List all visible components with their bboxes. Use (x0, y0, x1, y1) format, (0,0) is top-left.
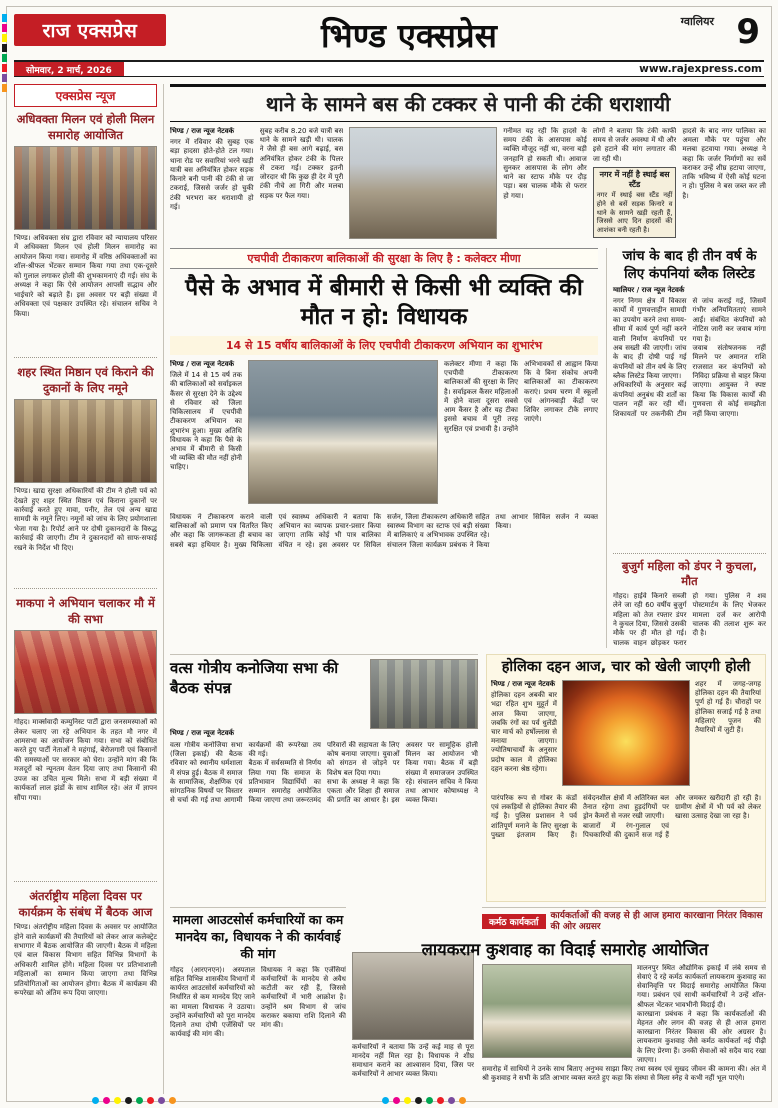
article-body: लोगों ने बताया कि टंकी काफी समय से जर्जर अवस्था में थी और इसे हटाने की मांग लगातार की जा रही थी। (592, 127, 677, 163)
article-body (170, 741, 478, 897)
article-body-continued: विधायक ने टीकाकरण कराने वाली बालिकाओं को प्रमाण पत्र वितरित किए और कहा कि जागरूकता ही बचाव का सबसे बड़ा हथियार है। मुख्य चिकित्सा एवं स्वास्थ्य अधिकारी ने बताया कि अभियान का व्यापक प्रचार-प्रसार किया जाएगा ताकि कोई भी पात्र बालिका वंचित न रहे। इस अवसर पर सिविल सर्जन, जिला टीकाकरण अधिकारी सहित स्वास्थ्य विभाग का स्टाफ एवं बड़ी संख्या में बालिकाएं व अभिभावक उपस्थित रहे। संचालन जिला कार्यक्रम प्रबंधक ने किया तथा आभार सिविल सर्जन ने व्यक्त किया। (170, 512, 598, 549)
article-headline: लायकराम कुशवाह का विदाई समारोह आयोजित (421, 939, 709, 959)
registration-color-dot (2, 84, 7, 92)
registration-marks-top-left (2, 14, 7, 94)
paragraph: नगर निगम क्षेत्र में विकास कार्यों में गुणवत्ताहीन सामग्री का उपयोग करने तथा समय-सीमा में कार्य पूर्ण नहीं करने वाली निर्माण कंपनियों पर अब सख्ती की जाएगी। जांच के बाद ही दोषी पाई गई कंपनियों को तीन वर्ष के लिए ब्लैक लिस्टेड किया जाएगा। (613, 297, 687, 381)
date-bar (14, 60, 764, 77)
highlight-box-text: नगर में स्थाई बस स्टैंड नहीं होने से बसें सड़क किनारे व थाने के सामने खड़ी रहती हैं, जिससे आए दिन हादसों की आशंका बनी रहती है। (596, 190, 673, 235)
registration-color-dot (459, 1097, 466, 1104)
edition-title: भिण्ड एक्सप्रेस (321, 16, 497, 55)
article-header (170, 659, 478, 729)
article-outsource-workers (170, 907, 346, 1098)
article-companies-blacklisted (613, 248, 766, 545)
registration-color-dot (2, 74, 7, 82)
advocates-gathering-photo (14, 146, 157, 230)
registration-color-dot (404, 1097, 411, 1104)
article-body (613, 297, 766, 545)
registration-color-dot (437, 1097, 444, 1104)
text-column: कलेक्टर मीणा ने कहा कि एचपीवी टीकाकरण बालिकाओं की सुरक्षा के लिए है। सर्वाइकल कैंसर महिलाओं में होने वाला दूसरा सबसे आम कैंसर है और यह टीका इससे बचाव में पूरी तरह सुरक्षित एवं प्रभावी है। उन्होंने अभिभावकों से आह्वान किया कि वे बिना संकोच अपनी बालिकाओं का टीकाकरण कराएं। प्रथम चरण में स्कूलों एवं आंगनबाड़ी केंद्रों पर शिविर लगाकर टीके लगाए जाएंगे। (444, 359, 598, 433)
kicker-collector-quote: एचपीवी टीकाकरण बालिकाओं की सुरक्षा के लिए है : कलेक्टर मीणा (170, 248, 598, 269)
text-column: सुबह करीब 8.20 बजे यात्री बस थाने के सामने खड़ी थी। चालक ने जैसे ही बस आगे बढ़ाई, बस अनियंत्रित होकर टंकी के पिलर से टकरा गई। टक्कर इतनी जोरदार थी कि कुछ ही देर में पूरी टंकी नीचे आ गिरी और मलबा सड़क पर फैल गया। (259, 127, 344, 200)
text-column: गनीमत यह रही कि हादसे के समय टंकी के आसपास कोई व्यक्ति मौजूद नहीं था, वरना बड़ी जनहानि हो सकती थी। आवाज सुनकर आसपास के लोग और थाने का स्टाफ मौके पर दौड़ पड़ा। बस चालक मौके से फरार हो गया। (503, 127, 587, 200)
registration-color-dot (125, 1097, 132, 1104)
paragraph: बैठक में सर्वसम्मति से निर्णय लिया गया कि समाज के प्रतिभावान विद्यार्थियों का सम्मान समारोह आयोजित किया जाएगा तथा जरूरतमंद परिवारों की सहायता के लिए कोष बनाया जाएगा। युवाओं को संगठन से जोड़ने पर विशेष बल दिया गया। (248, 741, 400, 805)
highlight-box-no-bus-stand (593, 167, 677, 238)
hpv-subheadline: 14 से 15 वर्षीय बालिकाओं के लिए एचपीवी टीकाकरण अभियान का शुभारंभ (170, 336, 598, 355)
kicker-text: कार्यकर्ताओं की वजह से ही आज हमारा कारखाना निरंतर विकास की ओर अग्रसर (550, 911, 763, 932)
paragraph: अधिकारियों के अनुसार कई कंपनियां अनुबंध की शर्तों का पालन नहीं कर रही थीं। शिकायतों पर तकनीकी टीम से जांच कराई गई, जिसमें गंभीर अनियमितताएं सामने आईं। संबंधित कंपनियों को नोटिस जारी कर जवाब मांगा गया है। (613, 297, 766, 418)
registration-color-dot (2, 14, 7, 22)
kicker-label: कर्मठ कार्यकर्ता (482, 914, 546, 929)
article-farewell-ceremony (421, 907, 766, 1098)
text-column (491, 680, 557, 790)
article-body: भिण्ड। अधिवक्ता संघ द्वारा रविवार को न्यायालय परिसर में अधिवक्ता मिलन एवं होली मिलन समारोह का आयोजन किया गया। समारोह में वरिष्ठ अधिवक्ताओं का शॉल-श्रीफल भेंटकर सम्मान किया गया तथा एक-दूसरे को गुलाल लगाकर होली की शुभकामनाएं दी गईं। संघ के अध्यक्ष ने कहा कि ऐसे आयोजन आपसी सद्भाव और भाईचारे को बढ़ाते हैं। इस अवसर पर बड़ी संख्या में अधिवक्ता एवं पक्षकार उपस्थित रहे। संचालन सचिव ने किया। (14, 234, 157, 318)
paragraph: विधायक ने कहा कि एजेंसियां कर्मचारियों के मानदेय से अवैध कटौती कर रही हैं, जिससे कर्मचारियों में भारी आक्रोश है। उन्होंने श्रम विभाग से जांच कराकर बकाया राशि दिलाने की मांग की। (261, 965, 346, 1030)
registration-color-dot (114, 1097, 121, 1104)
registration-color-dot (92, 1097, 99, 1104)
brand-logo: राज एक्सप्रेस (14, 14, 166, 46)
article-headline: अधिवक्ता मिलन एवं होली मिलन समारोह आयोजित (16, 112, 155, 142)
article-body: नगर में रविवार की सुबह एक बड़ा हादसा होते-होते टल गया। थाना रोड पर सवारियां भरने खड़ी यात्री बस अनियंत्रित होकर सड़क किनारे बनी पानी की टंकी से जा टकराई, जिससे जर्जर हो चुकी टंकी भरभरा कर धराशायी हो गई। (170, 138, 254, 211)
registration-color-dot (2, 24, 7, 32)
article-food-samples (14, 365, 157, 589)
article-headline: अंतर्राष्ट्रीय महिला दिवस पर कार्यक्रम के संबंध में बैठक आज (18, 889, 153, 919)
food-inspection-photo (14, 399, 157, 483)
date-line: सोमवार, 2 मार्च, 2026 (14, 62, 124, 76)
paragraph: कारखाना प्रबंधक ने कहा कि कार्यकर्ताओं की मेहनत और लगन की वजह से ही आज हमारा कारखाना निरंतर विकास की ओर अग्रसर है। लायकराम कुशवाह जैसे कर्मठ कार्यकर्ता नई पीढ़ी के लिए प्रेरणा हैं। उनकी सेवाओं को सदैव याद रखा जाएगा। (637, 1009, 766, 1064)
paragraph: सभा के अध्यक्ष ने कहा कि एकता और शिक्षा ही समाज की प्रगति का आधार है। इस अवसर पर सामूहिक होली मिलन का आयोजन भी किया गया। बैठक में बड़ी संख्या में समाजजन उपस्थित रहे। संचालन सचिव ने किया तथा आभार कोषाध्यक्ष ने व्यक्त किया। (327, 741, 478, 805)
paragraph: गोहद (आरएनएन)। अस्पताल सहित विभिन्न शासकीय विभागों में कार्यरत आउटसोर्स कर्मचारियों को निर्धारित से कम मानदेय दिए जाने का मामला विधायक ने उठाया। उन्होंने कर्मचारियों को पूरा मानदेय दिलाने तथा दोषी एजेंसियों पर कार्यवाई की मांग की। (170, 965, 255, 1039)
article-hpv-vaccination (170, 248, 598, 616)
article-body (170, 966, 346, 1094)
byline: भिण्ड / राज न्यूज नेटवर्क (170, 359, 234, 368)
registration-color-dot (136, 1097, 143, 1104)
registration-color-dot (147, 1097, 154, 1104)
article-headline: जांच के बाद ही तीन वर्ष के लिए कंपनियां ब्लैक लिस्टेड (622, 248, 757, 282)
right-news-column (606, 248, 766, 648)
registration-color-dot (426, 1097, 433, 1104)
registration-color-dot (158, 1097, 165, 1104)
article-body: जिले में 14 से 15 वर्ष तक की बालिकाओं को सर्वाइकल कैंसर से सुरक्षा देने के उद्देश्य से रविवार को जिला चिकित्सालय में एचपीवी टीकाकरण अभियान का शुभारंभ हुआ। मुख्य अतिथि विधायक ने कहा कि पैसे के अभाव में बीमारी से किसी भी व्यक्ति की मौत नहीं होनी चाहिए। (170, 371, 242, 472)
registration-color-dot (393, 1097, 400, 1104)
article-body: होलिका दहन अबकी बार भद्रा रहित शुभ मुहूर्त में आज किया जाएगा, जबकि रंगों का पर्व धुलेंडी चार मार्च को हर्षोल्लास से मनाया जाएगा। ज्योतिषाचार्यों के अनुसार प्रदोष काल में होलिका दहन करना श्रेष्ठ रहेगा। (491, 691, 557, 773)
article-columns (170, 127, 766, 243)
paragraph: मालनपुर स्थित औद्योगिक इकाई में लंबे समय से सेवाएं दे रहे कर्मठ कार्यकर्ता लायकराम कुशवाह का सेवानिवृत्ति पर विदाई समारोह आयोजित किया गया। प्रबंधन एवं साथी कर्मचारियों ने उन्हें शॉल-श्रीफल भेंटकर भावभीनी विदाई दी। (637, 963, 766, 1009)
text-column (593, 127, 677, 243)
registration-marks-bottom-center (382, 1097, 466, 1105)
main-content (170, 84, 766, 1098)
page-number: 9 (736, 12, 760, 52)
registration-color-dot (415, 1097, 422, 1104)
hpv-launch-event-photo (248, 360, 438, 504)
byline: ग्वालियर / राज न्यूज नेटवर्क (613, 286, 685, 295)
registration-color-dot (2, 64, 7, 72)
article-headline: बुजुर्ग महिला को डंपर ने कुचला, मौत (621, 559, 758, 589)
byline: भिण्ड / राज न्यूज नेटवर्क (170, 729, 234, 737)
registration-color-dot (2, 44, 7, 52)
mla-photo-block (352, 952, 474, 1093)
paragraph: वत्स गोत्रीय कनोजिया सभा (जिला इकाई) की बैठक रविवार को स्थानीय धर्मशाला में संपन्न हुई। बैठक में समाज के सामाजिक, शैक्षणिक एवं सांगठनिक विषयों पर विस्तार से चर्चा की गई तथा आगामी कार्यक्रमों की रूपरेखा तय की गई। (170, 741, 321, 805)
registration-color-dot (169, 1097, 176, 1104)
section-label-express-news: एक्सप्रेस न्यूज (14, 84, 157, 107)
hpv-headline: पैसे के अभाव में बीमारी से किसी भी व्यक्ति की मौत न हो: विधायक (185, 275, 583, 331)
article-advocates-holi-milan (14, 112, 157, 358)
article-body: भिण्ड। अंतर्राष्ट्रीय महिला दिवस के अवसर पर आयोजित होने वाले कार्यक्रमों की तैयारियों को लेकर आज कलेक्ट्रेट सभागार में बैठक आयोजित की जाएगी। बैठक में महिला एवं बाल विकास विभाग सहित विभिन्न विभागों के अधिकारी शामिल होंगे। महिला दिवस पर प्रतिभाशाली महिलाओं का सम्मान किया जाएगा तथा विभिन्न प्रतियोगिताओं का आयोजन होगा। बैठक में कार्यक्रम की रूपरेखा को अंतिम रूप दिया जाएगा। (14, 923, 157, 998)
article-headline: शहर स्थित मिष्ठान एवं किराने की दुकानों के लिए नमूने (17, 365, 154, 395)
byline: भिण्ड / राज न्यूज नेटवर्क (170, 127, 234, 135)
website-url: www.rajexpress.com (639, 63, 762, 75)
text-column: शहर में जगह-जगह होलिका दहन की तैयारियां पूर्ण हो गई हैं। चौराहों पर होलिका सजाई गई है तथा महिलाएं पूजन की तैयारियों में जुटी हैं। (695, 679, 761, 735)
article-columns (170, 360, 598, 508)
paragraph: बाजारों में रंग-गुलाल एवं पिचकारियों की दुकानें सज गई हैं और जमकर खरीदारी हो रही है। ग्रामीण क्षेत्रों में भी पर्व को लेकर खासा उत्साह देखा जा रहा है। (583, 793, 761, 839)
masthead (14, 10, 764, 58)
article-kanojia-sabha (170, 654, 478, 902)
article-headline: माकपा ने अभियान चलाकर मौ में की सभा (16, 596, 155, 626)
article-body: भिण्ड। खाद्य सुरक्षा अधिकारियों की टीम ने होली पर्व को देखते हुए शहर स्थित मिष्ठान एवं किराना दुकानों पर कार्रवाई करते हुए मावा, पनीर, तेल एवं अन्य खाद्य सामग्री के नमूने लिए। नमूनों को जांच के लिए प्रयोगशाला भेजा गया है। रिपोर्ट आने पर दोषी दुकानदारों के विरुद्ध कार्रवाई की जाएगी। टीम ने दुकानदारों को साफ-सफाई रखने के निर्देश भी दिए। (14, 487, 157, 552)
article-water-tank-collapse (170, 84, 766, 242)
article-headline: वत्स गोत्रीय कनोजिया सभा की बैठक संपन्न (170, 659, 339, 697)
article-cpm-rally (14, 596, 157, 882)
registration-marks-bottom-left (92, 1097, 176, 1105)
cpm-rally-photo (14, 630, 157, 714)
paragraph: समारोह में साथियों ने उनके साथ बिताए अनुभव साझा किए तथा स्वस्थ एवं सुखद जीवन की कामना की। अंत में श्री कुशवाह ने सभी के प्रति आभार व्यक्त करते हुए कहा कि संस्था से मिला स्नेह वे कभी नहीं भूल पाएंगे। (482, 1065, 766, 1083)
mla-photo (352, 952, 474, 1040)
article-body-continued (491, 794, 761, 896)
water-tank-collapse-photo (349, 127, 497, 239)
registration-color-dot (103, 1097, 110, 1104)
farewell-ceremony-photo (482, 964, 632, 1058)
registration-color-dot (448, 1097, 455, 1104)
article-body-continued: कर्मचारियों ने बताया कि उन्हें कई माह से पूरा मानदेय नहीं मिल रहा है। विधायक ने शीघ्र समाधान कराने का आश्वासन दिया, जिस पर कर्मचारियों ने आभार व्यक्त किया। (352, 1043, 474, 1079)
registration-color-dot (2, 34, 7, 42)
text-column (170, 127, 254, 243)
article-headline: मामला आउटसोर्स कर्मचारियों का कम मानदेय का, विधायक ने की कार्यवाई की मांग (172, 912, 344, 961)
express-news-column (14, 84, 164, 1094)
kicker-row (482, 911, 766, 933)
paragraph: जवाब संतोषजनक नहीं मिलने पर अमानत राशि राजसात कर कंपनियों को निविदा प्रक्रिया से बाहर किया जाएगा। आयुक्त ने स्पष्ट किया कि विकास कार्यों की गुणवत्ता से कोई समझौता नहीं किया जाएगा। (692, 343, 766, 418)
article-body (482, 964, 766, 1104)
kanojia-meeting-photo (370, 659, 478, 729)
byline: भिण्ड / राज न्यूज नेटवर्क (491, 679, 555, 688)
registration-color-dot (2, 54, 7, 62)
article-holika-dahan (486, 654, 766, 902)
text-column: हादसे के बाद नगर पालिका का अमला मौके पर पहुंचा और मलबा हटवाया गया। अध्यक्ष ने कहा कि जर्जर निर्माणों का सर्वे कराकर उन्हें शीघ्र हटाया जाएगा, ताकि भविष्य में ऐसी कोई घटना न हो। पुलिस ने बस जब्त कर ली है। (682, 127, 766, 200)
article-body: गोहद। मार्क्सवादी कम्युनिस्ट पार्टी द्वारा जनसमस्याओं को लेकर चलाए जा रहे अभियान के तहत मौ नगर में आमसभा का आयोजन किया गया। सभा को संबोधित करते हुए पार्टी नेताओं ने महंगाई, बेरोजगारी एवं किसानों की समस्याओं पर सरकार को घेरा। उन्होंने मांग की कि मजदूरों को न्यूनतम वेतन दिया जाए तथा किसानों की उपज का उचित मूल्य मिले। सभा में बड़ी संख्या में कार्यकर्ता लाल झंडों के साथ शामिल रहे। अंत में ज्ञापन सौंपा गया। (14, 718, 157, 802)
highlight-box-title: नगर में नहीं है स्थाई बस स्टैंड (599, 169, 670, 189)
article-body: गोहद। हाईवे किनारे सब्जी लेने जा रही 60 वर्षीय बुजुर्ग महिला को तेज रफ्तार डंपर ने कुचल दिया, जिससे उसकी मौके पर ही मौत हो गई। चालक वाहन छोड़कर फरार हो गया। पुलिस ने शव पोस्टमार्टम के लिए भेजकर मामला दर्ज कर आरोपी चालक की तलाश शुरू कर दी है। (613, 591, 766, 647)
holika-bonfire-photo (562, 680, 690, 786)
article-womens-day-meeting (14, 889, 157, 1058)
article-headline: होलिका दहन आज, चार को खेली जाएगी होली (501, 659, 751, 675)
lead-headline: थाने के सामने बस की टक्कर से पानी की टंकी धराशायी (170, 84, 766, 122)
text-column (170, 360, 242, 508)
region-label: ग्वालियर (680, 15, 714, 28)
article-columns (491, 680, 761, 790)
registration-color-dot (382, 1097, 389, 1104)
paragraph: पारंपरिक रूप से गोबर के कंडों एवं लकड़ियों से होलिका तैयार की गई है। पुलिस प्रशासन ने पर्व शांतिपूर्ण मनाने के लिए सुरक्षा के पुख्ता इंतजाम किए हैं। संवेदनशील क्षेत्रों में अतिरिक्त बल तैनात रहेगा तथा हुड़दंगियों पर ड्रोन कैमरों से नजर रखी जाएगी। (491, 793, 669, 839)
